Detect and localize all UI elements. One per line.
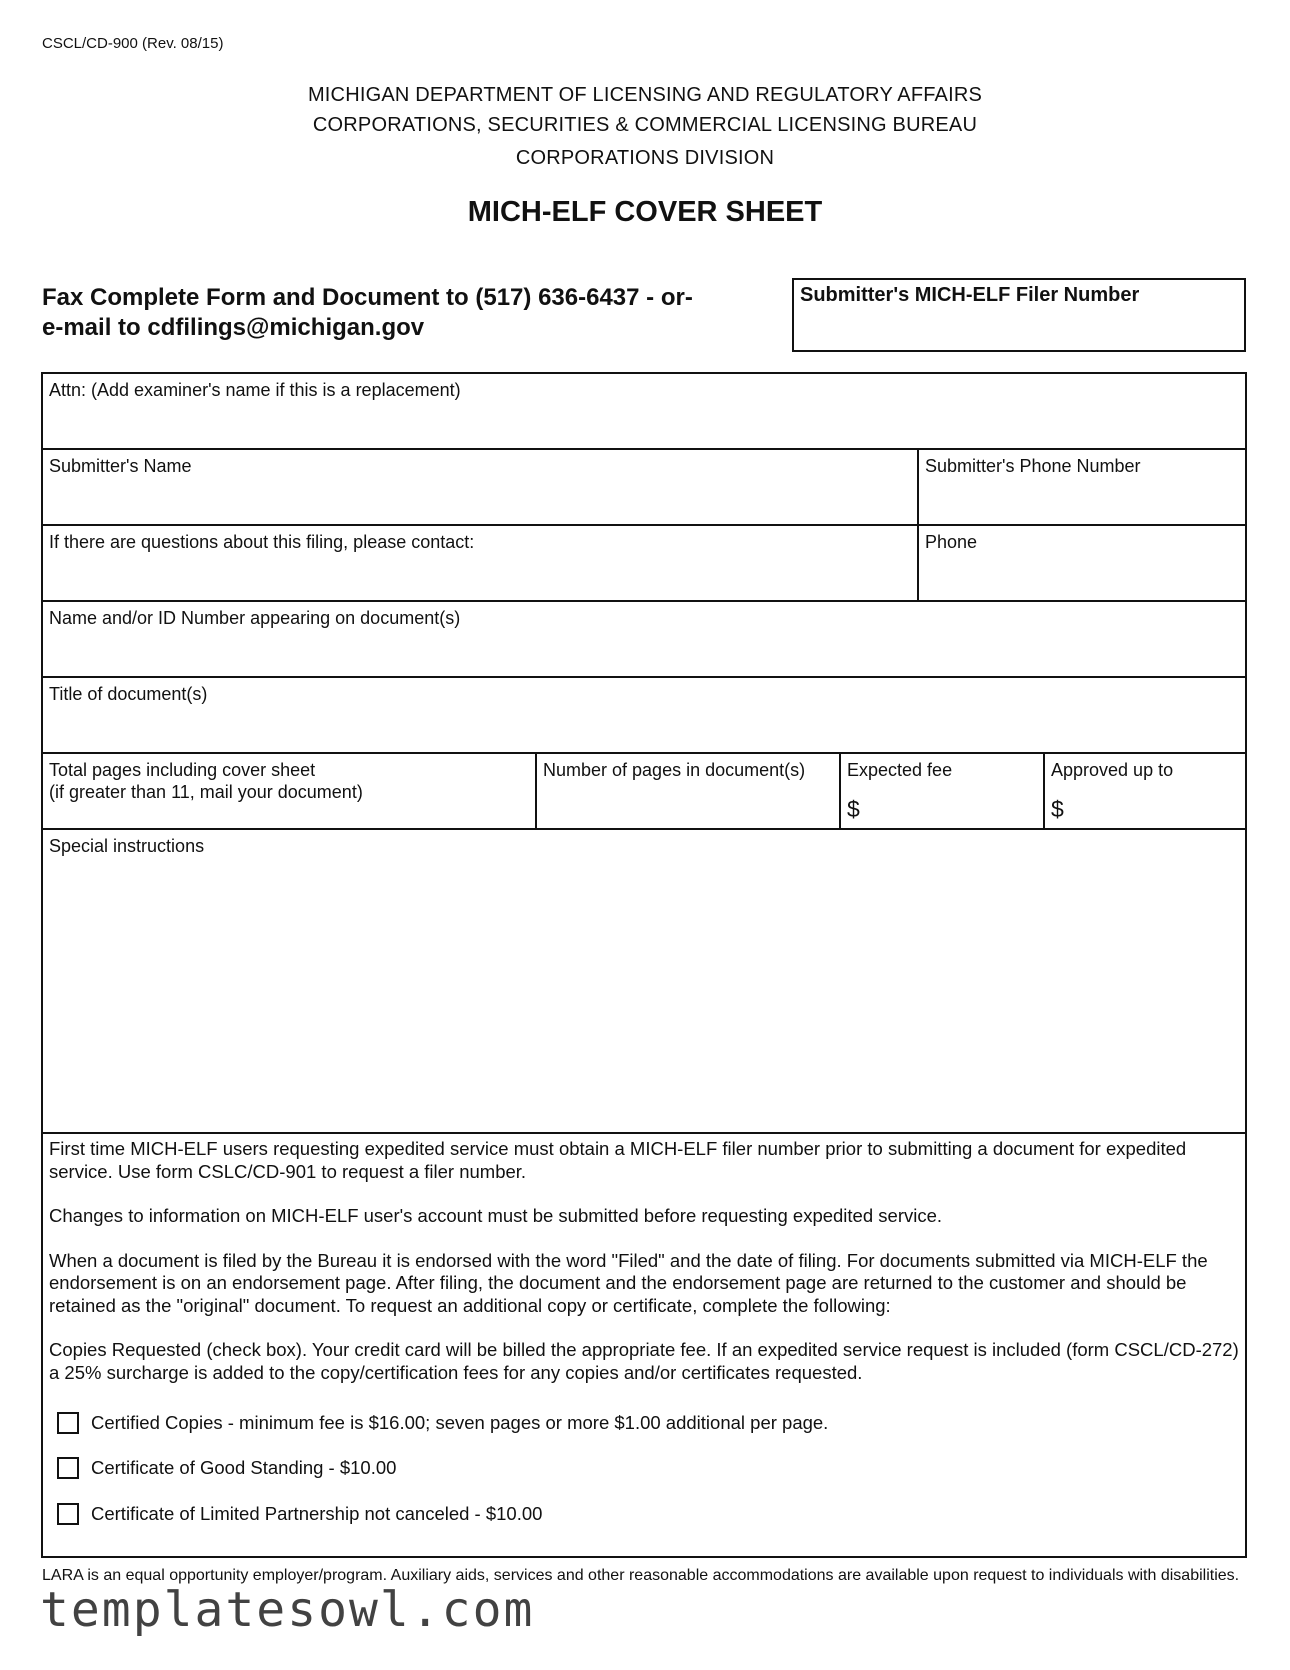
special-instructions-label: Special instructions [49, 836, 205, 856]
header-division: CORPORATIONS DIVISION [515, 147, 775, 169]
submitter-row [43, 450, 1245, 526]
dollar-sign: $ [1051, 796, 1064, 822]
approved-up-to-field[interactable] [1043, 754, 1245, 828]
email-line: e-mail to cdfilings@michigan.gov [42, 314, 425, 341]
name-id-field[interactable] [43, 602, 1245, 678]
note-endorsement: When a document is filed by the Bureau it is endorsed with the word "Filed" and the date of filing. For documents submitted via MICH-ELF the endorsement is on an endorsement page. After filing, the document and the endorsement page are returned to the customer and should be retained as the "original" document. To request an additional copy or certificate, complete the following: [49, 1249, 1208, 1316]
pages-fee-row [43, 754, 1245, 830]
cover-sheet-form [41, 372, 1247, 1558]
header-bureau: CORPORATIONS, SECURITIES & COMMERCIAL LICENSING BUREAU [312, 114, 978, 136]
page-title: MICH-ELF COVER SHEET [467, 196, 823, 228]
note-account-changes: Changes to information on MICH-ELF user's account must be submitted before requesting expedited service. [49, 1205, 943, 1226]
total-pages-label-line2: (if greater than 11, mail your document) [49, 782, 363, 802]
limited-partnership-option [57, 1503, 542, 1525]
filer-number-field[interactable] [792, 278, 1246, 352]
limited-partnership-label: Certificate of Limited Partnership not canceled - $10.00 [91, 1503, 543, 1524]
certified-copies-option [57, 1412, 828, 1434]
submitter-phone-field[interactable] [917, 450, 1245, 524]
num-pages-label: Number of pages in document(s) [543, 760, 806, 780]
special-instructions-field[interactable] [43, 830, 1245, 1134]
note-filer-number: First time MICH-ELF users requesting expedited service must obtain a MICH-ELF filer number prior to submitting a document for expedited service. Use form CSLC/CD-901 to request a filer number. [49, 1138, 1187, 1182]
contact-field[interactable] [43, 526, 917, 600]
good-standing-label: Certificate of Good Standing - $10.00 [91, 1457, 397, 1478]
dollar-sign: $ [847, 796, 860, 822]
doc-title-field[interactable] [43, 678, 1245, 754]
note-copies-requested: Copies Requested (check box). Your credit card will be billed the appropriate fee. If an expedited service request is included (form CSCL/CD-272) a 25% surcharge is added to the copy/certification fees for any copies and/or certificates requested. [49, 1339, 1239, 1383]
contact-phone-label: Phone [925, 532, 978, 552]
watermark: templatesowl.com [40, 1582, 535, 1638]
doc-title-label: Title of document(s) [49, 684, 208, 704]
expected-fee-label: Expected fee [847, 760, 953, 780]
fax-instructions [42, 283, 762, 343]
expected-fee-field[interactable] [839, 754, 1043, 828]
total-pages-label [49, 759, 363, 803]
footer-disclaimer: LARA is an equal opportunity employer/program. Auxiliary aids, services and other reasonable accommodations are available upon request to individuals with disabilities. [42, 1567, 1240, 1584]
submitter-phone-label: Submitter's Phone Number [925, 456, 1141, 476]
notes-section [49, 1138, 1239, 1384]
total-pages-label-line1: Total pages including cover sheet [49, 760, 316, 780]
fax-line: Fax Complete Form and Document to (517) 636-6437 - or- [42, 284, 693, 311]
filer-number-label: Submitter's MICH-ELF Filer Number [800, 284, 1140, 306]
submitter-name-field[interactable] [43, 450, 917, 524]
certified-copies-checkbox[interactable] [57, 1412, 79, 1434]
contact-label: If there are questions about this filing, please contact: [49, 532, 475, 552]
attn-field[interactable] [43, 374, 1245, 450]
approved-up-to-label: Approved up to [1051, 760, 1174, 780]
attn-label: Attn: (Add examiner's name if this is a replacement) [49, 380, 461, 400]
form-id: CSCL/CD-900 (Rev. 08/15) [42, 35, 224, 52]
total-pages-field[interactable] [43, 754, 535, 828]
contact-row [43, 526, 1245, 602]
good-standing-checkbox[interactable] [57, 1457, 79, 1479]
limited-partnership-checkbox[interactable] [57, 1503, 79, 1525]
num-pages-field[interactable] [535, 754, 839, 828]
good-standing-option [57, 1457, 396, 1479]
contact-phone-field[interactable] [917, 526, 1245, 600]
header-department: MICHIGAN DEPARTMENT OF LICENSING AND REGULATORY AFFAIRS [307, 84, 983, 106]
submitter-name-label: Submitter's Name [49, 456, 192, 476]
name-id-label: Name and/or ID Number appearing on document(s) [49, 608, 461, 628]
certified-copies-label: Certified Copies - minimum fee is $16.00; seven pages or more $1.00 additional per page. [91, 1412, 829, 1433]
